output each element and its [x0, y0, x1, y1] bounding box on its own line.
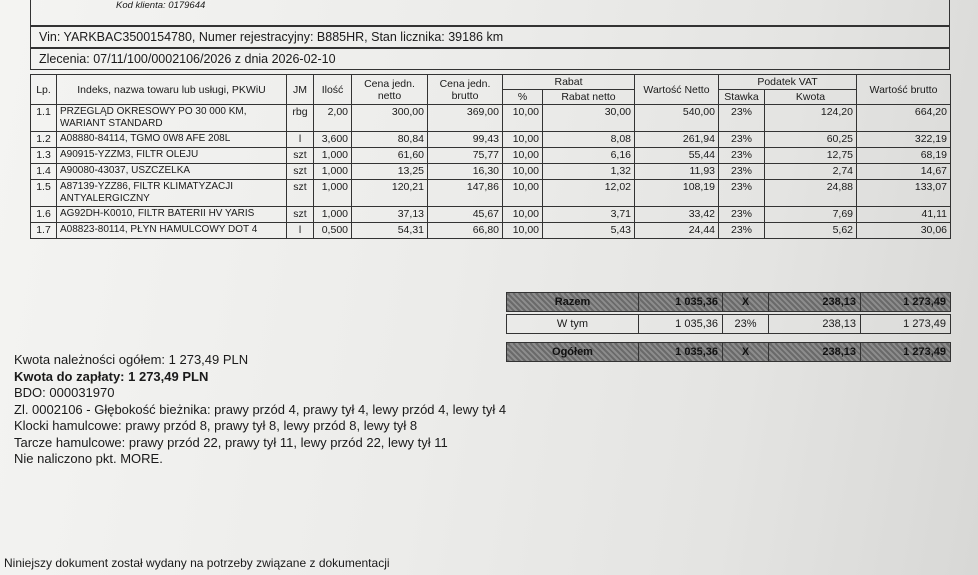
- cell-pct: 10,00: [503, 207, 543, 223]
- table-row: [31, 105, 951, 132]
- cell-gross-value: 664,20: [857, 105, 951, 132]
- vin-line: Vin: YARKBAC3500154780, Numer rejestracyjny: B885HR, Stan licznika: 39186 km: [30, 26, 950, 48]
- cell-jm: l: [287, 132, 314, 148]
- ogolem-gross: 1 273,49: [861, 343, 951, 362]
- cell-qty: 1,000: [314, 148, 352, 164]
- col-gross-price: Cena jedn. brutto: [428, 75, 503, 105]
- amount-due-total: Kwota należności ogółem: 1 273,49 PLN: [14, 352, 249, 367]
- cell-jm: szt: [287, 148, 314, 164]
- wtym-vat: 238,13: [769, 315, 861, 334]
- ogolem-rate: X: [723, 343, 769, 362]
- cell-name: PRZEGLĄD OKRESOWY PO 30 000 KM, WARIANT STANDARD: [57, 105, 287, 132]
- cell-vat-rate: 23%: [719, 105, 765, 132]
- razem-net: 1 035,36: [639, 293, 723, 312]
- totals-ogolem: [506, 342, 951, 362]
- brake-pads: Klocki hamulcowe: prawy przód 8, prawy tył 8, lewy przód 8, lewy tył 8: [14, 418, 418, 433]
- client-code-box: [30, 0, 950, 26]
- cell-lp: 1.4: [31, 164, 57, 180]
- col-net-value: Wartość Netto: [635, 75, 719, 105]
- wtym-label: W tym: [507, 315, 639, 334]
- razem-vat: 238,13: [769, 293, 861, 312]
- col-vat: Podatek VAT: [719, 75, 857, 90]
- table-row: [31, 223, 951, 239]
- cell-pct: 10,00: [503, 164, 543, 180]
- cell-gross-value: 14,67: [857, 164, 951, 180]
- cell-name: A90080-43037, USZCZELKA: [57, 164, 287, 180]
- cell-net-value: 33,42: [635, 207, 719, 223]
- cell-discount-net: 1,32: [543, 164, 635, 180]
- cell-qty: 2,00: [314, 105, 352, 132]
- cell-name: AG92DH-K0010, FILTR BATERII HV YARIS: [57, 207, 287, 223]
- totals-wtym: [506, 314, 951, 334]
- order-line: Zlecenia: 07/11/100/0002106/2026 z dnia 2026-02-10: [30, 48, 950, 70]
- razem-gross: 1 273,49: [861, 293, 951, 312]
- cell-qty: 1,000: [314, 180, 352, 207]
- wtym-gross: 1 273,49: [861, 315, 951, 334]
- cell-vat-rate: 23%: [719, 223, 765, 239]
- col-discount-net: Rabat netto: [543, 90, 635, 105]
- cell-lp: 1.7: [31, 223, 57, 239]
- cell-jm: szt: [287, 180, 314, 207]
- cell-lp: 1.2: [31, 132, 57, 148]
- cell-gross-price: 147,86: [428, 180, 503, 207]
- items-table: [30, 74, 951, 239]
- tread-depth: Zl. 0002106 - Głębokość bieżnika: prawy przód 4, prawy tył 4, lewy przód 4, lewy tył 4: [14, 401, 507, 417]
- cell-jm: szt: [287, 164, 314, 180]
- cell-name: A87139-YZZ86, FILTR KLIMATYZACJI ANTYALERGICZNY: [57, 180, 287, 207]
- brake-discs: Tarcze hamulcowe: prawy przód 22, prawy tył 11, lewy przód 22, lewy tył 11: [14, 434, 448, 450]
- cell-net-price: 61,60: [352, 148, 428, 164]
- cell-gross-value: 68,19: [857, 148, 951, 164]
- totals-razem: [506, 292, 951, 312]
- col-discount-pct: %: [503, 90, 543, 105]
- cell-jm: szt: [287, 207, 314, 223]
- cell-name: A08823-80114, PŁYN HAMULCOWY DOT 4: [57, 223, 287, 239]
- cell-discount-net: 12,02: [543, 180, 635, 207]
- cell-qty: 0,500: [314, 223, 352, 239]
- cell-net-price: 80,84: [352, 132, 428, 148]
- cell-discount-net: 30,00: [543, 105, 635, 132]
- cell-gross-value: 30,06: [857, 223, 951, 239]
- table-row: [31, 207, 951, 223]
- cell-lp: 1.1: [31, 105, 57, 132]
- wtym-rate: 23%: [723, 315, 769, 334]
- cell-vat-amount: 24,88: [765, 180, 857, 207]
- cell-pct: 10,00: [503, 132, 543, 148]
- cell-pct: 10,00: [503, 148, 543, 164]
- cell-pct: 10,00: [503, 223, 543, 239]
- cell-gross-price: 99,43: [428, 132, 503, 148]
- client-code: Kod klienta: 0179644: [116, 0, 206, 11]
- cell-gross-price: 75,77: [428, 148, 503, 164]
- cell-vat-amount: 124,20: [765, 105, 857, 132]
- col-name: Indeks, nazwa towaru lub usługi, PKWiU: [57, 75, 287, 105]
- table-row: [31, 164, 951, 180]
- cell-discount-net: 5,43: [543, 223, 635, 239]
- cell-lp: 1.5: [31, 180, 57, 207]
- cell-net-value: 108,19: [635, 180, 719, 207]
- ogolem-net: 1 035,36: [639, 343, 723, 362]
- col-vat-amount: Kwota: [765, 90, 857, 105]
- cell-qty: 1,000: [314, 164, 352, 180]
- col-gross-value: Wartość brutto: [857, 75, 951, 105]
- cell-vat-rate: 23%: [719, 148, 765, 164]
- cell-net-value: 11,93: [635, 164, 719, 180]
- cell-vat-amount: 7,69: [765, 207, 857, 223]
- cell-gross-value: 41,11: [857, 207, 951, 223]
- col-jm: JM: [287, 75, 314, 105]
- cell-gross-value: 133,07: [857, 180, 951, 207]
- table-row: [31, 148, 951, 164]
- bdo-number: BDO: 000031970: [14, 385, 115, 400]
- cell-vat-rate: 23%: [719, 180, 765, 207]
- cell-gross-price: 369,00: [428, 105, 503, 132]
- razem-rate: X: [723, 293, 769, 312]
- cell-gross-price: 16,30: [428, 164, 503, 180]
- cell-pct: 10,00: [503, 105, 543, 132]
- footer-note: Niniejszy dokument został wydany na potrzeby związane z dokumentacji: [4, 556, 390, 570]
- cell-vat-rate: 23%: [719, 164, 765, 180]
- col-net-price: Cena jedn. netto: [352, 75, 428, 105]
- cell-net-value: 540,00: [635, 105, 719, 132]
- cell-discount-net: 6,16: [543, 148, 635, 164]
- cell-net-price: 54,31: [352, 223, 428, 239]
- razem-label: Razem: [507, 293, 639, 312]
- cell-vat-amount: 5,62: [765, 223, 857, 239]
- cell-name: A90915-YZZM3, FILTR OLEJU: [57, 148, 287, 164]
- col-qty: Ilość: [314, 75, 352, 105]
- cell-pct: 10,00: [503, 180, 543, 207]
- cell-net-value: 261,94: [635, 132, 719, 148]
- cell-qty: 1,000: [314, 207, 352, 223]
- cell-name: A08880-84114, TGMO 0W8 AFE 208L: [57, 132, 287, 148]
- cell-net-value: 24,44: [635, 223, 719, 239]
- cell-discount-net: 8,08: [543, 132, 635, 148]
- col-discount: Rabat: [503, 75, 635, 90]
- cell-jm: rbg: [287, 105, 314, 132]
- cell-net-price: 120,21: [352, 180, 428, 207]
- ogolem-label: Ogółem: [507, 343, 639, 362]
- cell-net-price: 13,25: [352, 164, 428, 180]
- table-row: [31, 132, 951, 148]
- cell-lp: 1.3: [31, 148, 57, 164]
- cell-net-price: 300,00: [352, 105, 428, 132]
- cell-net-price: 37,13: [352, 207, 428, 223]
- amount-to-pay: Kwota do zapłaty: 1 273,49 PLN: [14, 368, 209, 384]
- table-row: [31, 180, 951, 207]
- col-vat-rate: Stawka: [719, 90, 765, 105]
- cell-qty: 3,600: [314, 132, 352, 148]
- col-lp: Lp.: [31, 75, 57, 105]
- cell-discount-net: 3,71: [543, 207, 635, 223]
- cell-gross-price: 66,80: [428, 223, 503, 239]
- cell-vat-rate: 23%: [719, 207, 765, 223]
- cell-lp: 1.6: [31, 207, 57, 223]
- more-points-note: Nie naliczono pkt. MORE.: [14, 451, 163, 466]
- wtym-net: 1 035,36: [639, 315, 723, 334]
- cell-vat-amount: 60,25: [765, 132, 857, 148]
- cell-gross-price: 45,67: [428, 207, 503, 223]
- cell-vat-amount: 2,74: [765, 164, 857, 180]
- cell-gross-value: 322,19: [857, 132, 951, 148]
- cell-vat-rate: 23%: [719, 132, 765, 148]
- cell-jm: l: [287, 223, 314, 239]
- summary-block: [14, 352, 506, 468]
- ogolem-vat: 238,13: [769, 343, 861, 362]
- cell-net-value: 55,44: [635, 148, 719, 164]
- cell-vat-amount: 12,75: [765, 148, 857, 164]
